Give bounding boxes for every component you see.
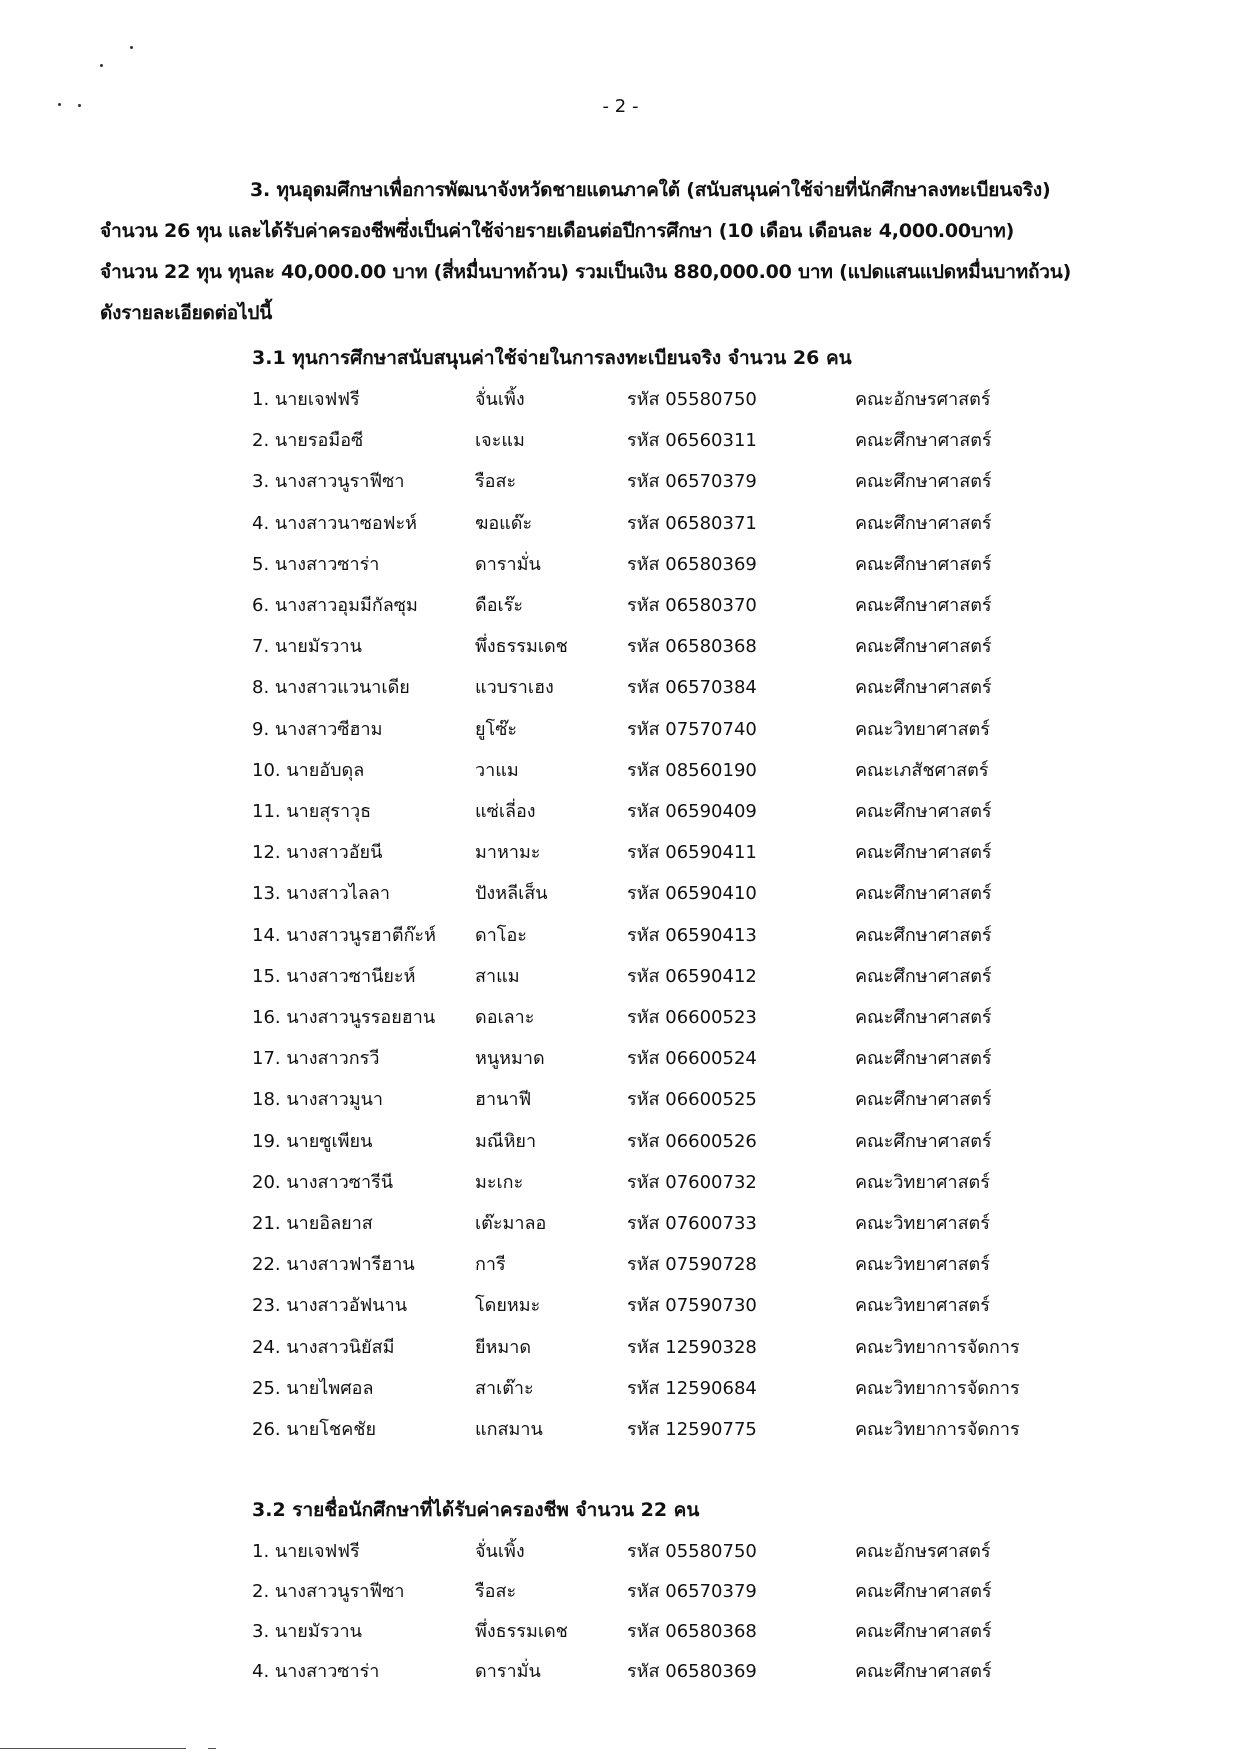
faculty-name: คณะศึกษาศาสตร์ [855, 595, 992, 616]
faculty-name: คณะเภสัชศาสตร์ [855, 759, 989, 781]
scan-speck [130, 46, 133, 49]
faculty-name: คณะศึกษาศาสตร์ [855, 1007, 992, 1028]
student-name: 3. นางสาวนูราฟีซา [252, 471, 405, 493]
student-id: รหัส 12590775 [627, 1419, 757, 1440]
student-name: 23. นางสาวอัฟนาน [252, 1295, 408, 1317]
student-surname: เจะแม [475, 430, 525, 452]
student-name: 26. นายโชคชัย [252, 1419, 376, 1440]
faculty-name: คณะวิทยาการจัดการ [855, 1336, 1020, 1358]
student-surname: วาแม [475, 759, 519, 781]
student-name: 24. นางสาวนิยัสมี [252, 1336, 395, 1358]
student-id: รหัส 06590409 [627, 801, 757, 822]
student-id: รหัส 06580368 [627, 636, 757, 658]
student-surname: แวบราเฮง [475, 677, 554, 699]
student-surname: ยีหมาด [475, 1336, 532, 1358]
student-name: 9. นางสาวซีฮาม [252, 718, 383, 740]
student-surname: แกสมาน [475, 1419, 543, 1440]
faculty-name: คณะวิทยาศาสตร์ [855, 1295, 990, 1317]
student-id: รหัส 06590410 [627, 883, 757, 905]
student-surname: ยูโซ๊ะ [475, 718, 518, 740]
student-surname: โดยหมะ [475, 1295, 541, 1317]
student-surname: แซ่เลี่อง [475, 801, 536, 822]
intro-line: จำนวน 22 ทุน ทุนละ 40,000.00 บาท (สี่หมื่นบาทถ้วน) รวมเป็นเงิน 880,000.00 บาท (แปดแสนแปดหมื่นบาทถ้วน) [100, 261, 1072, 283]
student-name: 15. นางสาวซานียะห์ [252, 965, 416, 987]
student-name: 2. นายรอมือซี [252, 430, 364, 452]
faculty-name: คณะศึกษาศาสตร์ [855, 1581, 992, 1602]
student-name: 22. นางสาวฟารีฮาน [252, 1254, 415, 1276]
student-name: 6. นางสาวอุมมีกัลซุม [252, 595, 418, 616]
page-number: - 2 - [602, 96, 639, 117]
student-surname: การี [475, 1254, 506, 1276]
student-surname: รือสะ [475, 471, 517, 493]
student-surname: มะเกะ [475, 1171, 524, 1193]
faculty-name: คณะวิทยาศาสตร์ [855, 718, 990, 740]
student-surname: มาหามะ [475, 842, 541, 864]
footer-rule [208, 1748, 216, 1749]
faculty-name: คณะวิทยาการจัดการ [855, 1377, 1020, 1399]
intro-paragraph [100, 170, 1140, 334]
intro-line: ดังรายละเอียดต่อไปนี้ [100, 302, 273, 324]
student-name: 17. นางสาวกรวี [252, 1048, 380, 1070]
faculty-name: คณะศึกษาศาสตร์ [855, 801, 992, 822]
intro-line: จำนวน 26 ทุน และได้รับค่าครองชีพซึ่งเป็นค่าใช้จ่ายรายเดือนต่อปีการศึกษา (10 เดือน เดือนละ 4,000.00บาท) [100, 220, 1015, 242]
student-surname: ดาโอะ [475, 924, 527, 946]
faculty-name: คณะศึกษาศาสตร์ [855, 842, 992, 864]
student-id: รหัส 07600733 [627, 1213, 757, 1234]
student-name: 20. นางสาวซารีนี [252, 1171, 394, 1193]
student-id: รหัส 06600526 [627, 1130, 757, 1152]
student-name: 10. นายอับดุล [252, 759, 365, 781]
faculty-name: คณะศึกษาศาสตร์ [855, 924, 992, 946]
student-surname: พึ่งธรรมเดช [475, 636, 568, 658]
intro-line: 3. ทุนอุดมศึกษาเพื่อการพัฒนาจังหวัดชายแดนภาคใต้ (สนับสนุนค่าใช้จ่ายที่นักศึกษาลงทะเบียนจริง) [250, 179, 1051, 201]
student-id: รหัส 06570379 [627, 471, 757, 493]
student-id: รหัส 05580750 [627, 1541, 757, 1562]
student-id: รหัส 06580368 [627, 1621, 757, 1642]
student-name: 13. นางสาวไลลา [252, 883, 390, 905]
student-id: รหัส 06580371 [627, 512, 757, 534]
student-surname: มณีหิยา [475, 1130, 537, 1152]
faculty-name: คณะศึกษาศาสตร์ [855, 1661, 992, 1682]
student-id: รหัส 06600523 [627, 1007, 757, 1028]
student-surname: สาแม [475, 965, 520, 987]
student-id: รหัส 07590730 [627, 1295, 757, 1317]
student-name: 5. นางสาวซาร่า [252, 553, 380, 575]
student-id: รหัส 06590412 [627, 965, 757, 987]
student-id: รหัส 06600524 [627, 1048, 757, 1070]
student-id: รหัส 06580370 [627, 595, 757, 616]
faculty-name: คณะวิทยาศาสตร์ [855, 1254, 990, 1276]
faculty-name: คณะศึกษาศาสตร์ [855, 636, 992, 658]
student-name: 2. นางสาวนูราฟีซา [252, 1581, 405, 1602]
student-id: รหัส 08560190 [627, 759, 757, 781]
student-id: รหัส 06580369 [627, 1661, 757, 1682]
student-surname: ฮานาฟี [475, 1089, 532, 1111]
student-id: รหัส 07600732 [627, 1171, 757, 1193]
faculty-name: คณะศึกษาศาสตร์ [855, 1130, 992, 1152]
faculty-name: คณะศึกษาศาสตร์ [855, 1048, 992, 1070]
student-id: รหัส 06600525 [627, 1089, 757, 1111]
faculty-name: คณะศึกษาศาสตร์ [855, 883, 992, 905]
scan-speck [100, 64, 103, 67]
student-name: 25. นายไพศอล [252, 1377, 374, 1399]
student-id: รหัส 05580750 [627, 389, 757, 410]
student-surname: เต๊ะมาลอ [475, 1213, 547, 1234]
student-surname: ดารามั่น [475, 1661, 541, 1682]
faculty-name: คณะศึกษาศาสตร์ [855, 1089, 992, 1111]
student-surname: ฆอแด๊ะ [475, 512, 533, 534]
student-name: 12. นางสาวอัยนี [252, 842, 383, 864]
student-id: รหัส 06570379 [627, 1581, 757, 1602]
student-id: รหัส 06590411 [627, 842, 757, 864]
student-name: 14. นางสาวนูรฮาตีก๊ะห์ [252, 924, 436, 946]
student-name: 21. นายอิลยาส [252, 1213, 373, 1234]
student-surname: ปังหลีเส็น [475, 883, 548, 905]
faculty-name: คณะศึกษาศาสตร์ [855, 430, 992, 452]
student-name: 18. นางสาวมูนา [252, 1089, 384, 1111]
student-id: รหัส 06580369 [627, 553, 757, 575]
student-id: รหัส 06560311 [627, 430, 757, 452]
footer-rule [0, 1748, 186, 1749]
student-surname: พึ่งธรรมเดช [475, 1621, 568, 1642]
student-surname: จั่นเพิ้ง [475, 389, 525, 410]
student-name: 7. นายมัรวาน [252, 636, 362, 658]
student-surname: ดอเลาะ [475, 1007, 535, 1028]
student-surname: จั่นเพิ้ง [475, 1541, 525, 1562]
student-surname: รือสะ [475, 1581, 517, 1602]
student-surname: หนูหมาด [475, 1048, 545, 1070]
student-name: 4. นางสาวซาร่า [252, 1661, 380, 1682]
student-name: 16. นางสาวนูรรอยฮาน [252, 1007, 436, 1028]
student-id: รหัส 06590413 [627, 924, 757, 946]
faculty-name: คณะศึกษาศาสตร์ [855, 677, 992, 699]
student-name: 11. นายสุราวุธ [252, 801, 372, 822]
student-name: 3. นายมัรวาน [252, 1621, 362, 1642]
student-surname: ดารามั่น [475, 553, 541, 575]
section-title: 3.1 ทุนการศึกษาสนับสนุนค่าใช้จ่ายในการลงทะเบียนจริง จำนวน 26 คน [252, 347, 852, 369]
section-title: 3.2 รายชื่อนักศึกษาที่ได้รับค่าครองชีพ จำนวน 22 คน [252, 1499, 700, 1521]
student-id: รหัส 12590328 [627, 1336, 757, 1358]
student-id: รหัส 07570740 [627, 718, 757, 740]
student-id: รหัส 07590728 [627, 1254, 757, 1276]
faculty-name: คณะวิทยาศาสตร์ [855, 1171, 990, 1193]
student-name: 8. นางสาวแวนาเดีย [252, 677, 410, 699]
student-id: รหัส 06570384 [627, 677, 757, 699]
student-name: 4. นางสาวนาซอฟะห์ [252, 512, 418, 534]
faculty-name: คณะวิทยาศาสตร์ [855, 1213, 990, 1234]
faculty-name: คณะศึกษาศาสตร์ [855, 1621, 992, 1642]
student-name: 1. นายเจฟฟรี [252, 389, 360, 410]
faculty-name: คณะอักษรศาสตร์ [855, 1541, 991, 1562]
student-surname: ดือเร๊ะ [475, 595, 523, 616]
student-name: 1. นายเจฟฟรี [252, 1541, 360, 1562]
faculty-name: คณะศึกษาศาสตร์ [855, 965, 992, 987]
student-name: 19. นายซูเพียน [252, 1130, 373, 1152]
faculty-name: คณะศึกษาศาสตร์ [855, 553, 992, 575]
faculty-name: คณะวิทยาการจัดการ [855, 1419, 1020, 1440]
faculty-name: คณะอักษรศาสตร์ [855, 389, 991, 410]
student-surname: สาเต๊าะ [475, 1377, 534, 1399]
faculty-name: คณะศึกษาศาสตร์ [855, 471, 992, 493]
faculty-name: คณะศึกษาศาสตร์ [855, 512, 992, 534]
student-id: รหัส 12590684 [627, 1377, 757, 1399]
